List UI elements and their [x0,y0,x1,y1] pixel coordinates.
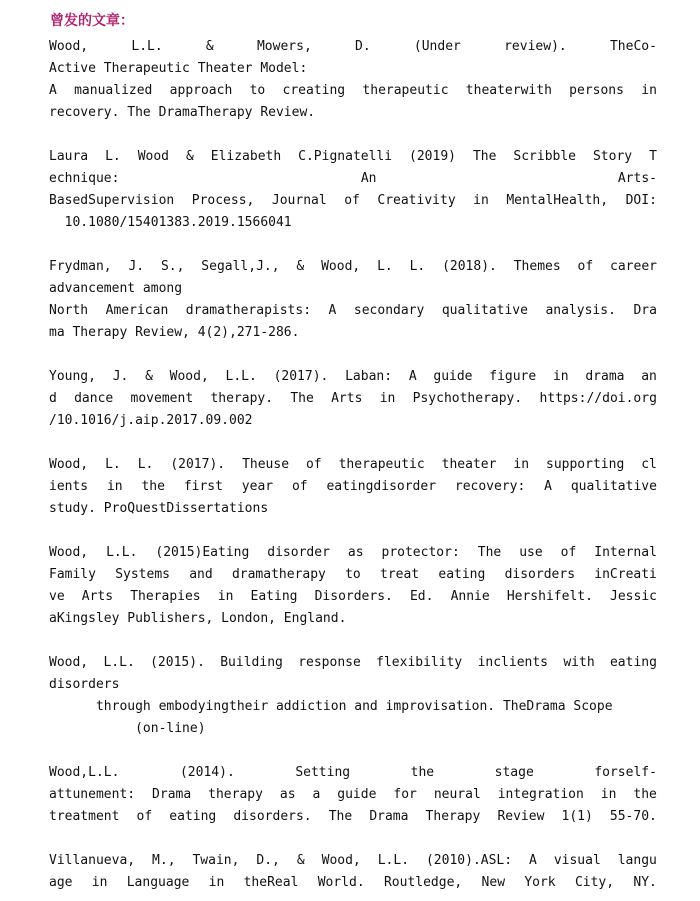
citation-line [49,762,657,784]
citation-word: M., [152,853,176,868]
citation-word: dance [74,391,114,406]
citation-word: Wood, [321,853,361,868]
citation-word: review). [504,39,567,54]
citation-word: Arts [81,589,114,604]
citation-word: (2019) [409,149,456,164]
citation-word: age [49,875,73,890]
citation-word: Wood, [49,545,89,560]
citation-word: d [49,391,57,406]
citation-word: integration [497,787,584,802]
citation-word: Elizabeth [210,149,282,164]
citation-line [49,850,657,872]
citation-word: protector: [381,545,460,560]
citation-word: Creativity [377,193,456,208]
citation-word: creating [282,83,346,98]
citation-word: L. [137,457,154,472]
citation-word: disorder [267,545,330,560]
citation-word: neural [433,787,481,802]
citation-word: guide [337,787,377,802]
citation-word: the [141,479,165,494]
citation-word: drama [585,369,625,384]
citation-word: Dra [633,303,657,318]
citation-word: Therapies [130,589,201,604]
citation-word: and [189,567,213,582]
citation-word: use [519,545,543,560]
citation-word: Frydman, [49,259,112,274]
citation-word: (2017). [273,369,329,384]
citation-line [49,300,657,322]
citation-word: inclients [477,655,549,670]
citation-word: persons [569,83,624,98]
citation-word: theater [441,457,497,472]
citation-word: A [408,369,417,384]
citation-word: Scribble [513,149,577,164]
citation-word: ients [49,479,89,494]
citation-word: Laban: [345,369,393,384]
citation-word: in [217,589,234,604]
citation-word: Wood,L.L. [49,765,120,780]
citation-word: Wood, [49,655,89,670]
citation-word: eating [169,809,217,824]
citation-word: New [481,875,506,890]
citation-word: year [241,479,274,494]
citation-line [49,586,657,608]
citation-word: L.L. [377,853,410,868]
citation-word: (2015). [150,655,205,670]
citation-word: Language [126,875,190,890]
citation-word: response [298,655,361,670]
citation-line [49,652,657,674]
citation-word: therapeutic [338,457,425,472]
citation-word: eating [609,655,657,670]
citation-word: of [136,809,153,824]
citation-word: theaterwith [465,83,552,98]
citation-word: Psychotherapy. [412,391,523,406]
citation-word: D. [355,39,371,54]
citation-word: The [472,149,497,164]
citation-word: NY. [633,875,657,890]
citation-word: cl [641,457,657,472]
citation-word: treat [380,567,420,582]
citation-word: Annie [450,589,490,604]
citation-word: dramatherapists: [185,303,312,318]
citation-word: C.Pignatelli [298,149,393,164]
citation-word: T [649,149,657,164]
citation-word: langu [617,853,657,868]
citation-word: Villanueva, [49,853,136,868]
citation-word: inCreati [594,567,657,582]
citation-word: with [563,655,595,670]
citation-word: Mowers, [256,39,312,54]
citation-word: eatingdisorder [326,479,437,494]
citation-word: forself- [594,765,657,780]
citation-word: therapeutic [362,83,449,98]
citation-word: stage [494,765,534,780]
citation-line [49,542,657,564]
citation-word: Eating [250,589,298,604]
citation-word: of [305,457,322,472]
citation-word: Story [592,149,633,164]
citation-word: World. [317,875,365,890]
citation-line [49,476,657,498]
citation-line [49,366,657,388]
citation-word: in [473,193,489,208]
citation-word: to [249,83,266,98]
citation-word: attunement: [49,787,136,802]
citation-word: Routledge, [383,875,463,890]
citation-word: approach [169,83,233,98]
citation-word: qualitative [441,303,528,318]
citation-word: 1(1) [561,809,593,824]
citation-line [49,36,657,58]
citation-word: analysis. [545,303,616,318]
citation-word: (2017). [170,457,226,472]
citation-word: Wood, [321,259,361,274]
citation-word: & [145,369,153,384]
citation-word: A [529,853,537,868]
citation-word: L. [105,457,121,472]
citation-word: disorders. [233,809,312,824]
citation-word: Young, [49,369,96,384]
citation-word: therapy [208,787,263,802]
citation-word: Drama [369,809,409,824]
citation-word: an [641,369,657,384]
citation-word: in [600,787,617,802]
citation-word: North [49,303,89,318]
citation-word: disorders [504,567,576,582]
citation-word: S., [160,259,185,274]
citation-word: MentalHealth, [506,193,609,208]
citation-word: in [91,875,108,890]
citation-word: Therapy [425,809,481,824]
citation-word: supporting [546,457,625,472]
citation-word: theReal [243,875,299,890]
citation-word: Systems [115,567,170,582]
citation-word: Arts [331,391,363,406]
citation-word: Setting [295,765,351,780]
citation-word: A [544,479,552,494]
citation-word: a [312,787,321,802]
citation-word: York [524,875,556,890]
citation-word: ve [49,589,65,604]
citation-word: as [279,787,296,802]
citation-line: aKingsley Publishers, London, England. [49,611,347,626]
citation-line: /10.1016/j.aip.2017.09.002 [49,413,253,428]
citation-word: of [291,479,308,494]
citation-word: L.L. [106,545,138,560]
citation-line: (on-line) [49,721,206,736]
citation-line [49,872,657,894]
citation-word: of [344,193,360,208]
citation-line [49,146,657,168]
citation-word: The [328,809,353,824]
citation-word: therapy. [210,391,274,406]
citation-word: Wood, [49,39,89,54]
citation-word: L.L. [131,39,163,54]
citation-word: of [577,259,594,274]
citation-line [49,80,657,102]
citation-word: treatment [49,809,120,824]
citation-word: recovery: [454,479,526,494]
citation-word: Wood, [49,457,89,472]
citation-word: figure [489,369,537,384]
citation-word: dramatherapy [231,567,326,582]
citation-word: Segall,J., [201,259,280,274]
citation-word: eating [438,567,486,582]
citation-word: J. [112,369,129,384]
citation-line: disorders [49,677,120,692]
citation-line [49,784,657,806]
section-heading: 曾发的文章： [50,13,134,29]
citation-word: echnique: [49,171,120,186]
citation-word: Laura [49,149,89,164]
citation-word: (Under [413,39,461,54]
citation-word: in [641,83,657,98]
citation-word: Ed. [409,589,434,604]
citation-line: advancement among [49,281,183,296]
citation-word: of [560,545,577,560]
citation-word: for [393,787,417,802]
citation-word: in [552,369,569,384]
citation-word: secondary [353,303,425,318]
citation-word: (2010).ASL: [425,853,513,868]
citation-word: Family [49,567,96,582]
citation-word: & [296,259,305,274]
citation-word: Jessic [610,589,657,604]
citation-word: & [296,853,305,868]
citation-word: L. [377,259,393,274]
citation-line [49,806,657,828]
citation-word: L. [105,149,121,164]
citation-word: BasedSupervision [49,193,175,208]
citation-word: The [290,391,314,406]
citation-word: J. [128,259,145,274]
citation-line: Active Therapeutic Theater Model: [49,61,308,76]
citation-line: recovery. The DramaTherapy Review. [49,105,316,120]
citation-word: the [410,765,435,780]
citation-line [49,388,657,410]
citation-word: in [208,875,225,890]
citation-word: L.L. [225,369,257,384]
citation-word: the [633,787,657,802]
citation-word: Internal [594,545,657,560]
citation-word: (2015)Eating [155,545,250,560]
citation-word: & [205,39,214,54]
citation-line: through embodyingtheir addiction and improvisation. TheDrama Scope [49,699,613,714]
citation-line: study. ProQuestDissertations [49,501,269,516]
citation-word: first [183,479,223,494]
citation-word: Building [220,655,283,670]
citation-word: Wood [137,149,170,164]
citation-word: Themes [513,259,561,274]
citation-word: & [185,149,194,164]
citation-word: A [328,303,337,318]
citation-word: guide [433,369,473,384]
citation-word: to [345,567,361,582]
citation-word: in [513,457,530,472]
citation-word: Hershifelt. [506,589,593,604]
citation-line [49,564,657,586]
citation-word: Process, [191,193,255,208]
citation-word: Drama [152,787,192,802]
citation-word: Review [497,809,545,824]
citation-word: career [610,259,657,274]
citation-word: 55-70. [609,809,657,824]
citation-word: visual [553,853,601,868]
citation-word: D., [256,853,280,868]
citation-word: (2014). [179,765,235,780]
citation-word: American [105,303,169,318]
citation-word: as [347,545,364,560]
citation-word: manualized [74,83,153,98]
citation-word: Twain, [192,853,240,868]
citation-line: ma Therapy Review, 4(2),271-286. [49,325,300,340]
citation-line [49,190,657,212]
citation-word: Theuse [242,457,290,472]
citation-word: A [49,83,57,98]
citation-word: Journal [271,193,327,208]
citation-word: L. [409,259,426,274]
citation-word: TheCo- [609,39,657,54]
citation-word: https://doi.org [539,391,657,406]
citation-word: in [379,391,396,406]
citation-word: City, [574,875,615,890]
citation-line [49,168,657,190]
citation-word: Wood, [169,369,209,384]
citation-word: movement [130,391,194,406]
citation-word: Arts- [617,171,657,186]
citation-line: 10.1080/15401383.2019.1566041 [49,215,292,230]
citation-word: L.L. [103,655,135,670]
citation-word: The [477,545,502,560]
citation-line [49,454,657,476]
citation-word: in [106,479,123,494]
citation-word: DOI: [625,193,657,208]
citation-word: Disorders. [314,589,393,604]
citation-line [49,256,657,278]
citation-word: An [360,171,377,186]
citation-word: (2018). [442,259,497,274]
citation-word: flexibility [376,655,463,670]
citation-word: qualitative [570,479,657,494]
